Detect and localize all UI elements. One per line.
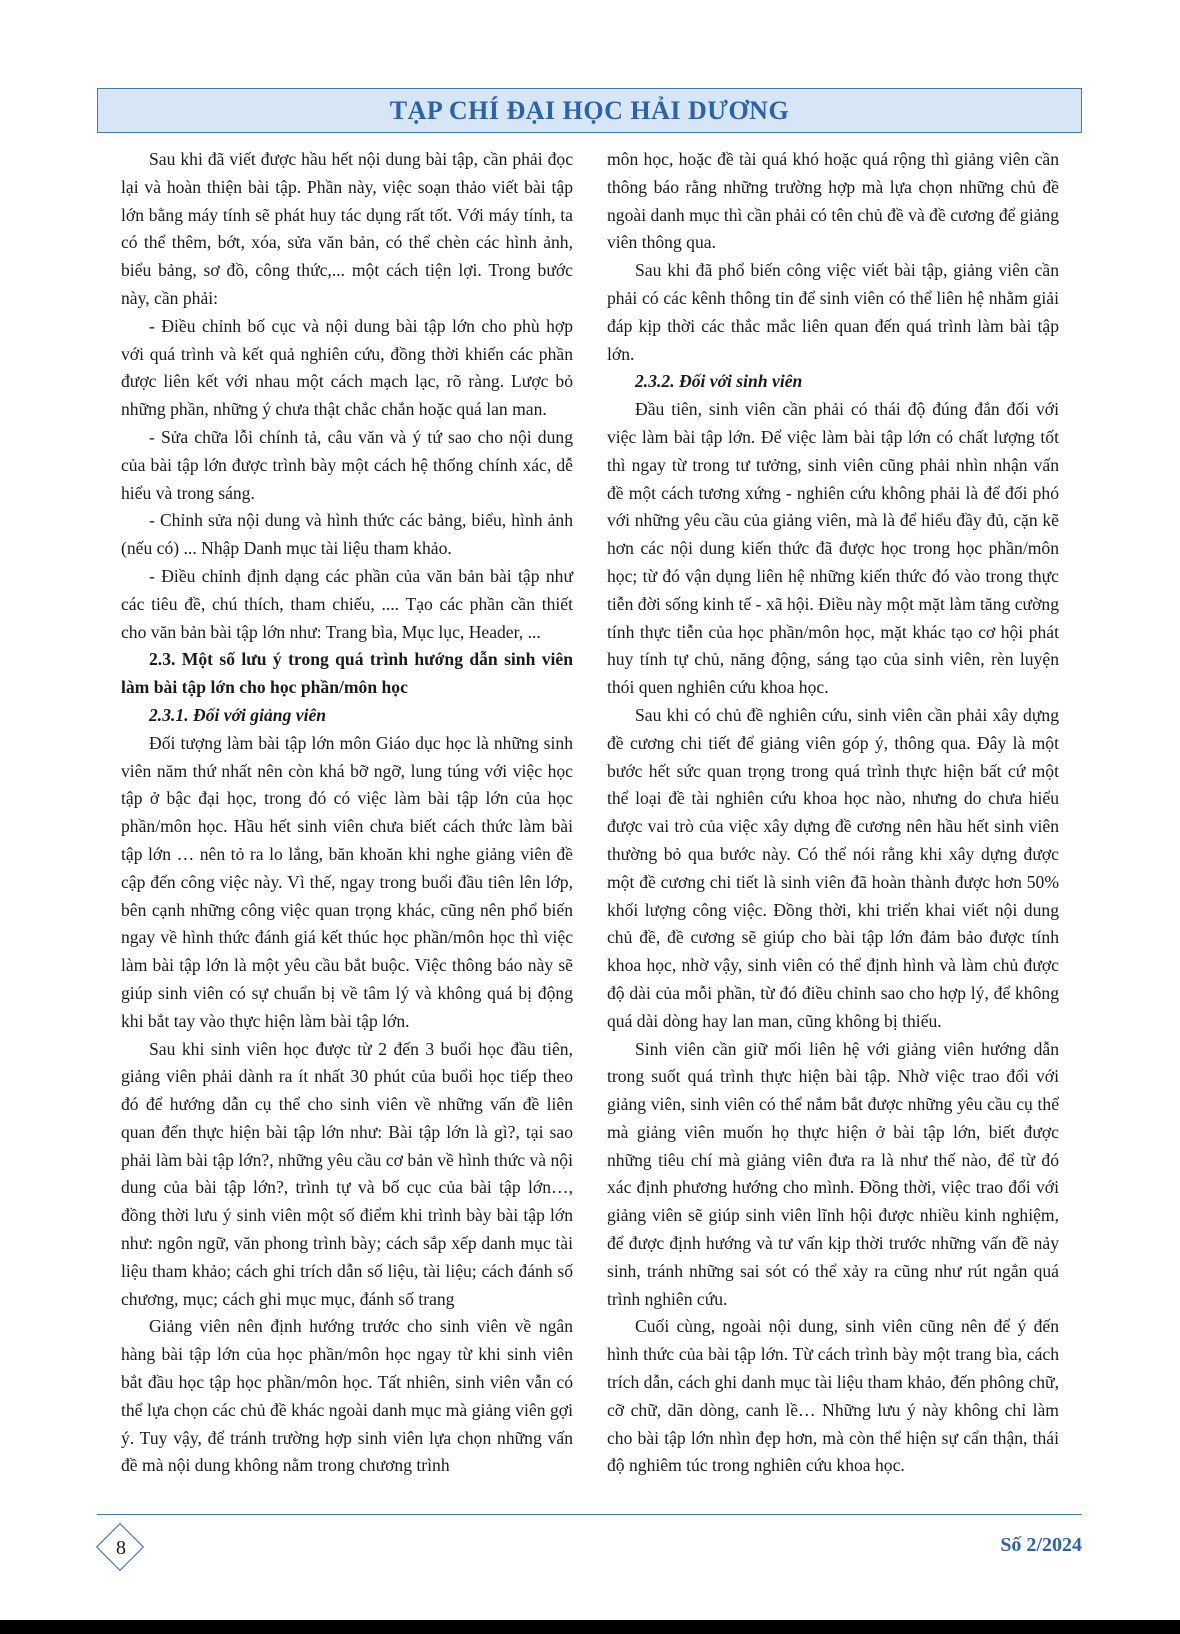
paragraph: Sau khi có chủ đề nghiên cứu, sinh viên cần phải xây dựng đề cương chi tiết để giảng viên góp ý, thông qua. Đây là một bước hết sức quan trọng trong quá trình thực hiện bất cứ một thể loại đề tài nghiên cứu khoa học nào, nhưng do chưa hiểu được vai trò của việc xây dựng đề cương nên hầu hết sinh viên thường bỏ qua bước này. Có thể nói rằng khi xây dựng được một đề cương chi tiết là sinh viên đã hoàn thành được hơn 50% khối lượng công việc. Đồng thời, khi triển khai viết nội dung chủ đề, đề cương sẽ giúp cho bài tập lớn đảm bảo được tính khoa học, nhờ vậy, sinh viên có thể định hình và làm chủ được độ dài của mỗi phần, từ đó điều chỉnh sao cho hợp lý, để không quá dài dòng hay lan man, cũng không bị thiếu. [607, 704, 1059, 1031]
bullet-paragraph: - Điều chỉnh bố cục và nội dung bài tập lớn cho phù hợp với quá trình và kết quả nghiên cứu, đồng thời khiến các phần được liên kết với nhau một cách mạch lạc, rõ ràng. Lược bỏ những phần, những ý chưa thật chắc chắn hoặc quá lan man. [121, 315, 573, 420]
bottom-edge-bar [0, 1620, 1180, 1634]
section-heading: 2.3. Một số lưu ý trong quá trình hướng dẫn sinh viên làm bài tập lớn cho học phần/môn học [121, 649, 573, 698]
bullet-paragraph: - Điều chỉnh định dạng các phần của văn bản bài tập như các tiêu đề, chú thích, tham chiếu, .... Tạo các phần cần thiết cho văn bản bài tập lớn như: Trang bìa, Mục lục, Header, ... [121, 565, 573, 642]
subsection-heading: 2.3.2. Đối với sinh viên [635, 371, 803, 392]
journal-title: TẠP CHÍ ĐẠI HỌC HẢI DƯƠNG [389, 95, 790, 125]
paragraph: Cuối cùng, ngoài nội dung, sinh viên cũng nên để ý đến hình thức của bài tập lớn. Từ cách trình bày một trang bìa, cách trích dẫn, cách ghi danh mục tài liệu tham khảo, đến phông chữ, cỡ chữ, dãn dòng, canh lề… Những lưu ý này không chỉ làm cho bài tập lớn nhìn đẹp hơn, mà còn thể hiện sự cẩn thận, thái độ nghiêm túc trong nghiên cứu khoa học. [607, 1316, 1059, 1476]
paragraph: Đối tượng làm bài tập lớn môn Giáo dục học là những sinh viên năm thứ nhất nên còn khá bỡ ngỡ, lung túng với việc học tập ở bậc đại học, trong đó có việc làm bài tập lớn của học phần/môn học. Hầu hết sinh viên chưa biết cách thức làm bài tập lớn … nên tỏ ra lo lắng, băn khoăn khi nghe giảng viên đề cập đến công việc này. Vì thế, ngay trong buổi đầu tiên lên lớp, bên cạnh những công việc quan trọng khác, cũng nên phổ biến ngay về hình thức đánh giá kết thúc học phần/môn học thì việc làm bài tập lớn là một yêu cầu bắt buộc. Việc thông báo này sẽ giúp sinh viên có sự chuẩn bị về tâm lý và không quá bị động khi bắt tay vào thực hiện làm bài tập lớn. [121, 732, 573, 1031]
paragraph: Sau khi sinh viên học được từ 2 đến 3 buổi học đầu tiên, giảng viên phải dành ra ít nhất 30 phút của buổi học tiếp theo đó để hướng dẫn cụ thể cho sinh viên về những vấn đề liên quan đến thực hiện bài tập lớn như: Bài tập lớn là gì?, tại sao phải làm bài tập lớn?, những yêu cầu cơ bản về hình thức và nội dung của bài tập lớn?, trình tự và bố cục của bài tập lớn…, đồng thời lưu ý sinh viên một số điểm khi trình bày bài tập lớn như: ngôn ngữ, văn phong trình bày; cách sắp xếp danh mục tài liệu tham khảo; cách ghi trích dẫn số liệu, tài liệu; cách đánh số chương, mục; cách ghi mục mục, đánh số trang [121, 1038, 573, 1309]
footer-divider [97, 1514, 1082, 1515]
paragraph: Sau khi đã viết được hầu hết nội dung bài tập, cần phải đọc lại và hoàn thiện bài tập. Phần này, việc soạn thảo viết bài tập lớn bằng máy tính sẽ phát huy tác dụng rất tốt. Với máy tính, ta có thể thêm, bớt, xóa, sửa văn bản, có thể chèn các hình ảnh, biểu bảng, sơ đồ, công thức,... một cách tiện lợi. Trong bước này, cần phải: [121, 149, 573, 308]
page-number: 8 [116, 1536, 126, 1559]
paragraph: môn học, hoặc đề tài quá khó hoặc quá rộng thì giảng viên cần thông báo rằng những trường hợp mà lựa chọn những chủ đề ngoài danh mục thì cần phải có tên chủ đề và đề cương để giảng viên thông qua. [607, 149, 1059, 253]
subsection-heading: 2.3.1. Đối với giảng viên [149, 704, 327, 725]
right-column [607, 146, 1059, 1480]
paragraph: Đầu tiên, sinh viên cần phải có thái độ đúng đắn đối với việc làm bài tập lớn. Để việc làm bài tập lớn có chất lượng tốt thì ngay từ trong tư tưởng, sinh viên cũng phải nhìn nhận vấn đề một cách tương xứng - nghiên cứu không phải là để đối phó với những yêu cầu của giảng viên, mà là để hiểu đầy đủ, cặn kẽ hơn các nội dung kiến thức đã được học trong học phần/môn học; từ đó vận dụng liên hệ những kiến thức đó vào trong thực tiễn đời sống kinh tế - xã hội. Điều này một mặt làm tăng cường tính thực tiễn của học phần/môn học, mặt khác tạo cơ hội phát huy tính tự chủ, năng động, sáng tạo của sinh viên, rèn luyện thói quen nghiên cứu khoa học. [607, 399, 1059, 698]
paragraph: Sinh viên cần giữ mối liên hệ với giảng viên hướng dẫn trong suốt quá trình thực hiện bài tập. Nhờ việc trao đổi với giảng viên, sinh viên có thể nắm bắt được những yêu cầu cụ thể mà giảng viên muốn họ thực hiện ở bài tập lớn, biết được những tiêu chí mà giảng viên đưa ra là như thế nào, để từ đó xác định phương hướng cho mình. Đồng thời, việc trao đổi với giảng viên sẽ giúp sinh viên lĩnh hội được nhiều kinh nghiệm, để được định hướng và tư vấn kịp thời trước những vấn đề nảy sinh, tránh những sai sót có thể xảy ra cũng như rút ngắn quá trình nghiên cứu. [607, 1038, 1059, 1309]
journal-header [97, 88, 1082, 133]
paragraph: Sau khi đã phổ biến công việc viết bài tập, giảng viên cần phải có các kênh thông tin để sinh viên có thể liên hệ nhằm giải đáp kịp thời các thắc mắc liên quan đến quá trình làm bài tập lớn. [607, 260, 1059, 364]
bullet-paragraph: - Chỉnh sửa nội dung và hình thức các bảng, biểu, hình ảnh (nếu có) ... Nhập Danh mục tài liệu tham khảo. [121, 510, 573, 559]
paragraph: Giảng viên nên định hướng trước cho sinh viên về ngân hàng bài tập lớn của học phần/môn học ngay từ khi sinh viên bắt đầu học tập học phần/môn học. Tất nhiên, sinh viên vẫn có thể lựa chọn các chủ đề khác ngoài danh mục mà giảng viên gợi ý. Tuy vậy, để tránh trường hợp sinh viên lựa chọn những vấn đề mà nội dung không nằm trong chương trình [121, 1316, 573, 1476]
issue-label: Số 2/2024 [1000, 1534, 1082, 1556]
bullet-paragraph: - Sửa chữa lỗi chính tả, câu văn và ý tứ sao cho nội dung của bài tập lớn được trình bày một cách hệ thống chính xác, dễ hiểu và trong sáng. [121, 426, 573, 503]
left-column [121, 146, 573, 1480]
